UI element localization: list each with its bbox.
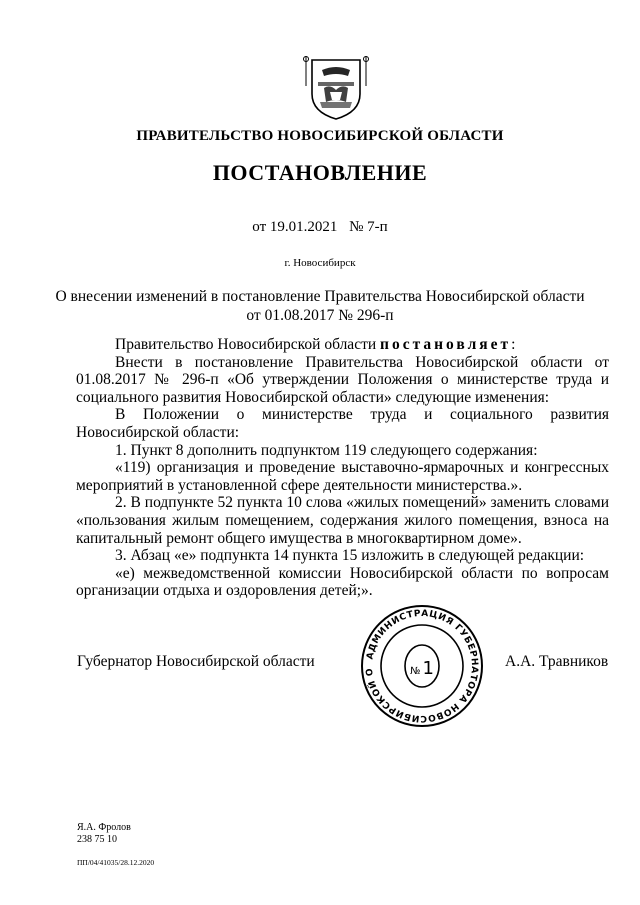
body-paragraph: «119) организация и проведение выставочно-ярмарочных и конгрессных мероприятий в установленной сфере деятельности министерства.».: [76, 459, 609, 494]
body-paragraph: В Положении о министерстве труда и социального развития Новосибирской области:: [76, 406, 609, 441]
novosibirsk-coat-of-arms-icon: [300, 56, 372, 122]
document-code: ПП/04/41035/28.12.2020: [77, 858, 155, 867]
subject-line-1: О внесении изменений в постановление Правительства Новосибирской области: [55, 288, 585, 305]
body-paragraph: «е) межведомственной комиссии Новосибирской области по вопросам организации отдыха и оздоровления детей;».: [76, 564, 609, 600]
executor-name: Я.А. Фролов: [77, 822, 131, 833]
document-date: от 19.01.2021: [252, 219, 338, 235]
document-date-number: [0, 219, 640, 236]
intro-prefix: Правительство Новосибирской области: [115, 336, 381, 353]
body-paragraph: 1. Пункт 8 дополнить подпунктом 119 следующего содержания:: [115, 441, 538, 459]
city-line: г. Новосибирск: [284, 257, 356, 269]
signatory-name: А.А. Травников: [505, 653, 609, 670]
document-body: [76, 336, 609, 600]
body-paragraph: Внести в постановление Правительства Новосибирской области от 01.08.2017 № 296-п «Об утверждении Положения о министерстве труда и социального развития Новосибирской области» следующие изменения:: [76, 353, 609, 406]
signatory-position: Губернатор Новосибирской области: [77, 653, 315, 670]
body-paragraph: 2. В подпункте 52 пункта 10 слова «жилых помещений» заменить словами «пользования жилым помещением, содержания жилого помещения, взноса на капитальный ремонт общего имущества в многоквартирном доме».: [76, 494, 609, 547]
resolution-intro: [76, 336, 609, 354]
executor-phone: 238 75 10: [77, 834, 117, 845]
document-type-title: ПОСТАНОВЛЕНИЕ: [212, 160, 428, 185]
body-paragraph: 3. Абзац «е» подпункта 14 пункта 15 изложить в следующей редакции:: [115, 547, 585, 565]
document-subject: [0, 287, 640, 325]
subject-line-2: от 01.08.2017 № 296-п: [246, 307, 394, 324]
intro-keyword: постановляет: [380, 336, 512, 353]
document-number: № 7-п: [349, 219, 388, 235]
svg-text:№1: № 1: [410, 658, 434, 679]
official-seal-icon: [357, 604, 487, 728]
executor-info: [77, 822, 131, 846]
intro-suffix: :: [511, 336, 516, 353]
government-name: ПРАВИТЕЛЬСТВО НОВОСИБИРСКОЙ ОБЛАСТИ: [136, 128, 504, 144]
svg-text:АДМИНИСТРАЦИЯ ГУБЕРНАТОРА НОВО: АДМИНИСТРАЦИЯ ГУБЕРНАТОРА НОВОСИБИРСКОЙ О: [364, 608, 480, 724]
